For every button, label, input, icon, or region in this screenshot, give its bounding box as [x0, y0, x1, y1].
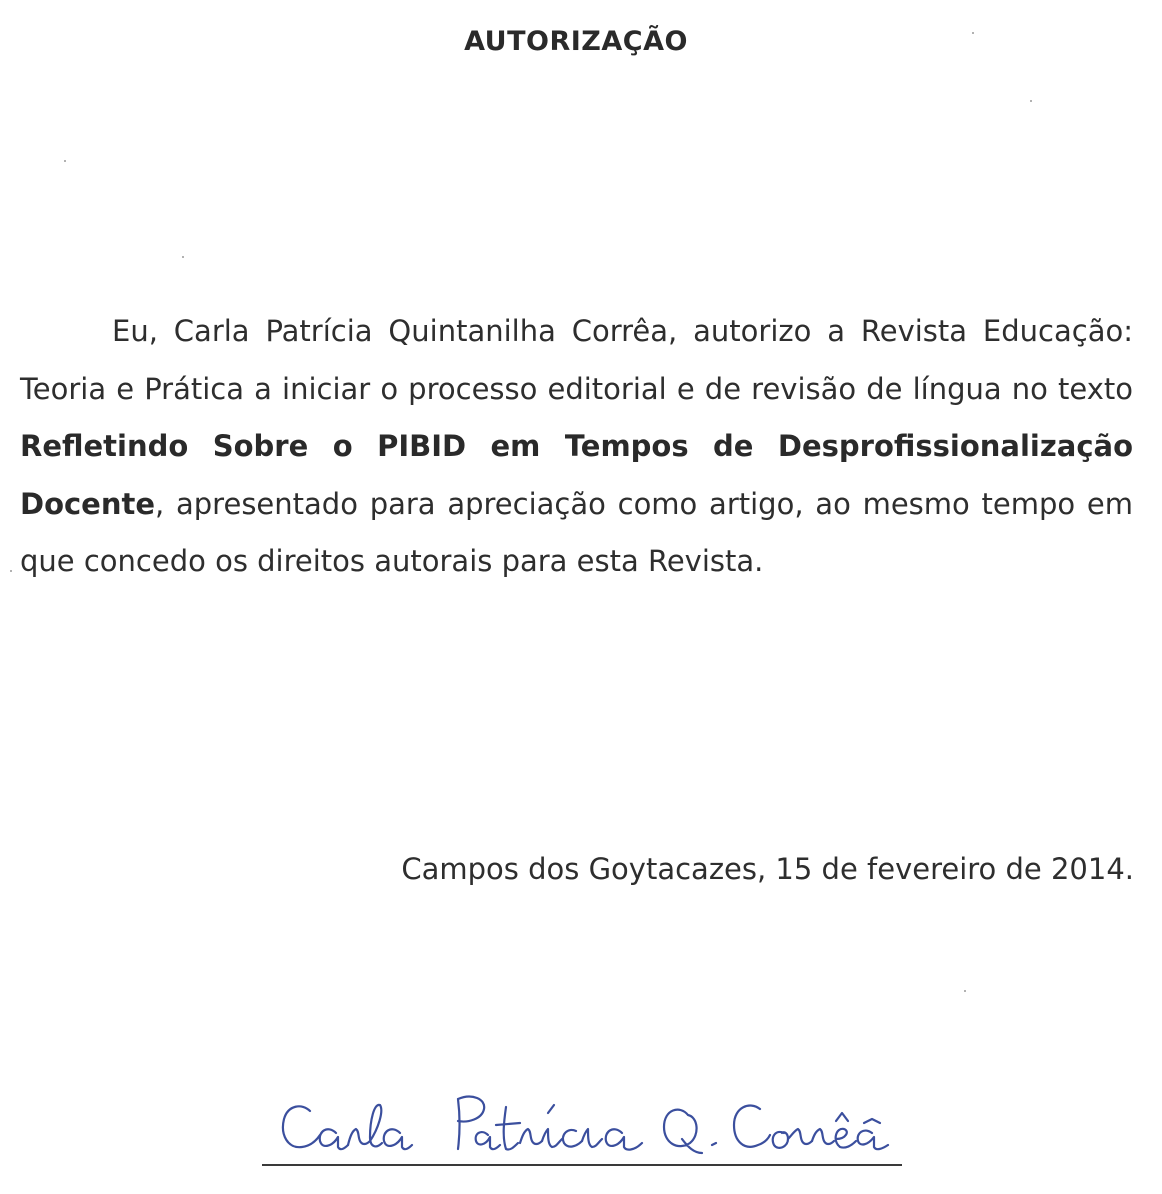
paragraph-rest: , apresentado para apreciação como artigo, ao mesmo tempo em que concedo os direitos autorais para esta Revista. — [20, 486, 1133, 579]
handwritten-signature — [262, 1085, 902, 1175]
scan-speck — [64, 160, 66, 162]
scan-speck — [964, 990, 966, 992]
signature-drawing — [262, 1085, 902, 1175]
scan-speck — [972, 32, 974, 34]
signature-line — [262, 1164, 902, 1166]
scan-speck — [10, 570, 12, 572]
paragraph-intro: Eu, Carla Patrícia Quintanilha Corrêa, autorizo a Revista Educação: Teoria e Prática a iniciar o processo editorial e de revisão de língua no texto — [20, 314, 1133, 406]
authorization-paragraph — [20, 303, 1133, 591]
article-title: Refletindo Sobre o PIBID em Tempos de Desprofissionalização Docente — [20, 429, 1133, 521]
scan-speck — [182, 256, 184, 258]
place-and-date: Campos dos Goytacazes, 15 de fevereiro de 2014. — [401, 852, 1134, 886]
document-title: AUTORIZAÇÃO — [464, 26, 688, 57]
scan-speck — [1030, 100, 1032, 102]
